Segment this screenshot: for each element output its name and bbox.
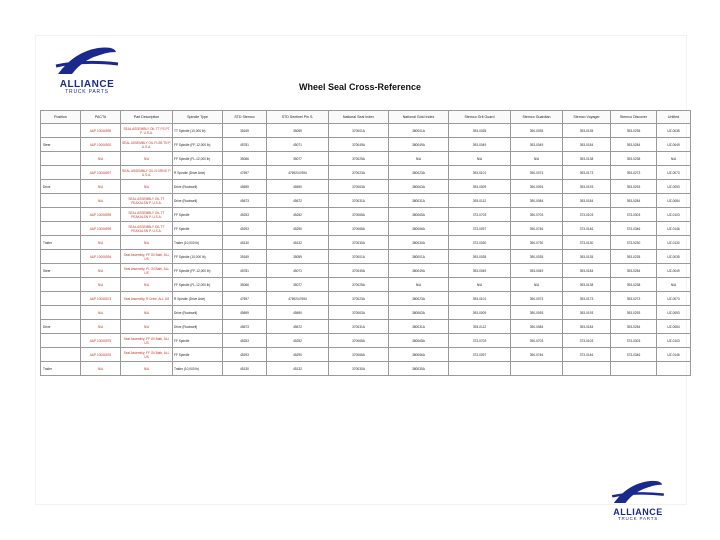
table-cell: 35066 (223, 278, 267, 292)
table-cell: 393-0273 (611, 292, 657, 306)
table-cell: 380001A (389, 124, 449, 138)
table-cell: 380066A (389, 348, 449, 362)
table-row (41, 320, 691, 334)
table-row (41, 138, 691, 152)
table-cell: 393-0184 (563, 264, 611, 278)
table-cell: SEAL ASSEMBLY OIL N DRIVE P. U.S.A. (121, 166, 173, 180)
table-cell: 370023A (329, 166, 389, 180)
table-cell: N/A (121, 278, 173, 292)
table-cell: FF Spindle (173, 222, 223, 236)
table-cell: 373-0030 (449, 236, 511, 250)
logo-sub-text: TRUCK PARTS (617, 516, 659, 521)
table-row (41, 334, 691, 348)
table-cell: 393-0112 (449, 320, 511, 334)
table-cell: 393-0284 (611, 320, 657, 334)
table-cell: 393-0049 (449, 138, 511, 152)
table-cell: FF Spindle (173, 348, 223, 362)
table-cell: 35169 (223, 250, 267, 264)
column-header: National Seal Index (329, 111, 389, 124)
table-cell: UZ-0073 (657, 166, 691, 180)
table-row (41, 208, 691, 222)
table-cell (41, 194, 81, 208)
table-header-row (41, 111, 691, 124)
table-cell: 373-0303 (611, 334, 657, 348)
table-cell: 370065A (329, 208, 389, 222)
table-row (41, 180, 691, 194)
table-cell: N/A (121, 306, 173, 320)
table-cell: R Spindle (Drive Axle) (173, 292, 223, 306)
table-row (41, 124, 691, 138)
table-cell: 45130 (223, 362, 267, 376)
table-cell: FF Spindle (FF-12,000 lb) (173, 264, 223, 278)
table-cell: 373-0346 (611, 222, 657, 236)
table-cell: 380065A (389, 208, 449, 222)
table-cell: TT Spindle (10,000 lb) (173, 124, 223, 138)
alliance-logo-bottom (608, 478, 668, 522)
table-cell: N/A (81, 236, 121, 250)
table-cell: 390-0730 (511, 236, 563, 250)
column-header: STD Sentinel Pin S. (267, 111, 329, 124)
table-cell: 45781 (223, 264, 267, 278)
table-cell: UZ-0084 (657, 320, 691, 334)
table-cell: 47692/47694 (267, 292, 329, 306)
table-cell: 47697 (223, 292, 267, 306)
table-cell: UZ-0035 (657, 250, 691, 264)
table-cell: 45071 (267, 138, 329, 152)
table-cell: N/A (121, 320, 173, 334)
table-cell: 390-0093 (511, 180, 563, 194)
table-cell: 390-0703 (511, 208, 563, 222)
table-cell: 45673 (223, 320, 267, 334)
column-header: Spindle Type (173, 111, 223, 124)
table-cell: 45290 (267, 222, 329, 236)
table-cell: SEAL ASSEMBLY OIL TT PEAKALSN P. U.S.A. (121, 222, 173, 236)
table-cell: 35059 (267, 124, 329, 138)
table-cell: 45252 (267, 208, 329, 222)
table-cell: 393-0284 (611, 194, 657, 208)
table-cell: 45253 (223, 208, 267, 222)
table-cell: N/A (81, 194, 121, 208)
table-cell: 393-0238 (611, 278, 657, 292)
table-cell: 373-0703 (449, 334, 511, 348)
table-cell: A&P 10006573 (81, 292, 121, 306)
logo-brand-text: ALLIANCE (59, 79, 115, 90)
table-cell: Seal Assembly, FF Oil Bath, ALL US (121, 250, 173, 264)
table-cell: 393-0235 (611, 250, 657, 264)
table-cell: 380063A (389, 306, 449, 320)
column-header: Stemco Grit Guard (449, 111, 511, 124)
table-cell: 35077 (267, 152, 329, 166)
column-header: Unified (657, 111, 691, 124)
table-cell: 393-0238 (611, 152, 657, 166)
table-cell: 47697 (223, 166, 267, 180)
table-cell: 380001A (389, 250, 449, 264)
table-cell: UZ-0093 (657, 306, 691, 320)
table-cell: Trailer (10,000 lb) (173, 362, 223, 376)
table-cell: A&P 10006594 (81, 250, 121, 264)
table-cell: 373-0103 (563, 334, 611, 348)
table-cell: 370066A (329, 348, 389, 362)
table-cell: N/A (389, 278, 449, 292)
table-cell: 393-0101 (449, 166, 511, 180)
table-cell (41, 292, 81, 306)
table-cell: N/A (81, 306, 121, 320)
table-cell: 380065A (389, 334, 449, 348)
table-cell: UZ-0146 (657, 222, 691, 236)
table-cell (41, 124, 81, 138)
table-row (41, 250, 691, 264)
table-cell (41, 208, 81, 222)
table-cell: N/A (81, 320, 121, 334)
table-cell: 45781 (223, 138, 267, 152)
table-cell: 45690 (267, 180, 329, 194)
table-cell: 45290 (267, 348, 329, 362)
table-cell (41, 250, 81, 264)
logo-sub-text: TRUCK PARTS (65, 89, 109, 95)
table-cell: 45673 (223, 194, 267, 208)
table-cell: N/A (657, 278, 691, 292)
table-cell: 373-0146 (563, 348, 611, 362)
table-cell (41, 306, 81, 320)
logo-brand-text: ALLIANCE (613, 507, 663, 517)
table-cell: 45699 (223, 180, 267, 194)
table-cell: N/A (81, 278, 121, 292)
table-cell: Drive (41, 320, 81, 334)
table-cell: 370063A (329, 306, 389, 320)
table-cell: 373-0130 (563, 236, 611, 250)
table-cell: UZ-0049 (657, 264, 691, 278)
table-cell: 393-0049 (511, 264, 563, 278)
table-cell (449, 362, 511, 376)
table-cell: 370049A (329, 264, 389, 278)
table-cell: FF Spindle (FF-12,000 lb) (173, 138, 223, 152)
table-cell: 45672 (267, 194, 329, 208)
table-cell: N/A (121, 180, 173, 194)
table-cell: 45293 (223, 222, 267, 236)
table-row (41, 236, 691, 250)
table-cell: 373-0097 (449, 348, 511, 362)
table-cell (41, 152, 81, 166)
table-cell: 393-0138 (563, 152, 611, 166)
table-cell: 393-0035 (449, 250, 511, 264)
table-cell: SEAL ASSEMBLY OIL TT FS PT P. U.S.A. (121, 124, 173, 138)
table-cell: Seal Assembly, FL Oil Bath, ALL US (121, 264, 173, 278)
table-cell (41, 166, 81, 180)
table-cell: 390-0073 (511, 166, 563, 180)
table-cell: 370030A (329, 362, 389, 376)
table-cell: FF Spindle (173, 334, 223, 348)
column-header: Stemco Guardian (511, 111, 563, 124)
table-cell: N/A (81, 362, 121, 376)
table-cell: SEAL ASSEMBLY OIL TT PEAKALSN P. U.S.A. (121, 194, 173, 208)
table-cell: UZ-0093 (657, 180, 691, 194)
table-cell: N/A (121, 362, 173, 376)
table-cell: 35066 (223, 152, 267, 166)
table-cell: Drive (Rockwell) (173, 180, 223, 194)
table-row (41, 152, 691, 166)
table-cell: 380063A (389, 180, 449, 194)
table-cell: 45071 (267, 264, 329, 278)
table-cell: UZ-0103 (657, 208, 691, 222)
table-cell: 45253 (223, 334, 267, 348)
table-cell: UZ-0035 (657, 124, 691, 138)
table-cell: N/A (121, 236, 173, 250)
table-cell: 45690 (267, 306, 329, 320)
table-row (41, 348, 691, 362)
table-cell: 393-0173 (563, 166, 611, 180)
table-cell: Trailer (10,000 lb) (173, 236, 223, 250)
table-cell: 380023A (389, 292, 449, 306)
table-cell (611, 362, 657, 376)
table-cell: 380031A (389, 194, 449, 208)
table-cell: UZ-0049 (657, 138, 691, 152)
table-cell: Drive (41, 180, 81, 194)
table-cell: A&P 10006575 (81, 334, 121, 348)
table-cell: 393-0184 (563, 194, 611, 208)
table-cell: 35169 (223, 124, 267, 138)
table-cell: FF Spindle (FL-12,000 lb) (173, 278, 223, 292)
table-cell: Seal Assembly, FF Oil Bath, ALL US (121, 348, 173, 362)
table-cell: 35059 (267, 250, 329, 264)
table-cell (657, 362, 691, 376)
table-cell: Drive (Rockwell) (173, 320, 223, 334)
table-cell: 393-0049 (449, 264, 511, 278)
table-cell (511, 362, 563, 376)
table-cell: 373-0346 (611, 348, 657, 362)
table-cell: 45132 (267, 362, 329, 376)
table-cell: 390-0073 (511, 292, 563, 306)
table-cell: 380030A (389, 362, 449, 376)
column-header: Position (41, 111, 81, 124)
table-cell: 393-0293 (611, 180, 657, 194)
table-cell: 47692/47694 (267, 166, 329, 180)
table-cell: 45293 (223, 348, 267, 362)
table-cell: 370025A (329, 152, 389, 166)
table-cell: 393-0193 (563, 180, 611, 194)
table-cell (563, 362, 611, 376)
table-cell: 393-0009 (449, 180, 511, 194)
table-cell: FF Spindle (FL-12,000 lb) (173, 152, 223, 166)
table-cell: N/A (81, 180, 121, 194)
column-header: National Gold Index (389, 111, 449, 124)
table-cell: 370031A (329, 320, 389, 334)
table-cell: A&P 10006599 (81, 208, 121, 222)
table-row (41, 222, 691, 236)
table-cell: Trailer (41, 236, 81, 250)
table-cell: FF Spindle (10,000 lb) (173, 250, 223, 264)
table-cell: 393-0173 (563, 292, 611, 306)
table-cell: 45130 (223, 236, 267, 250)
table-cell: 370065A (329, 334, 389, 348)
table-cell: 370025A (329, 278, 389, 292)
table-cell: 380023A (389, 166, 449, 180)
table-cell: 393-0284 (611, 138, 657, 152)
table-cell: 380049A (389, 264, 449, 278)
table-cell: 373-0103 (563, 208, 611, 222)
table-cell: Trailer (41, 362, 81, 376)
table-cell: 370030A (329, 236, 389, 250)
column-header: Part Description (121, 111, 173, 124)
table-cell: FF Spindle (173, 208, 223, 222)
table-cell: 390-0093 (511, 306, 563, 320)
table-cell: 370001A (329, 124, 389, 138)
page-title: Wheel Seal Cross-Reference (298, 82, 422, 92)
column-header: PACT# (81, 111, 121, 124)
table-cell: Drive (Rockwell) (173, 306, 223, 320)
alliance-logo-top (52, 44, 122, 95)
table-cell: 393-0138 (563, 278, 611, 292)
table-row (41, 292, 691, 306)
table-cell: N/A (121, 152, 173, 166)
table-cell: 393-0284 (611, 264, 657, 278)
table-cell: 393-0135 (563, 124, 611, 138)
table-cell: 370031A (329, 194, 389, 208)
table-cell: 380030A (389, 236, 449, 250)
table-cell: UZ-0073 (657, 292, 691, 306)
table-cell: 380031A (389, 320, 449, 334)
table-row (41, 264, 691, 278)
table-cell: A&P 10006576 (81, 348, 121, 362)
table-cell: 370049A (329, 138, 389, 152)
table-cell: 373-0146 (563, 222, 611, 236)
column-header: Stemco Voyager (563, 111, 611, 124)
table-cell: N/A (511, 152, 563, 166)
column-header: Stemco Discover (611, 111, 657, 124)
table-cell: UZ-0084 (657, 194, 691, 208)
table-cell: N/A (657, 152, 691, 166)
table-cell: 45699 (223, 306, 267, 320)
table-cell: 393-0184 (563, 138, 611, 152)
table-cell (41, 348, 81, 362)
table-cell: 390-0746 (511, 222, 563, 236)
table-cell: N/A (449, 152, 511, 166)
table-row (41, 278, 691, 292)
table-cell: Steer (41, 264, 81, 278)
table-cell: 390-0084 (511, 320, 563, 334)
table-cell: 390-0084 (511, 194, 563, 208)
table-cell: Seal Assembly, R Drive, ALL US (121, 292, 173, 306)
column-header: STD Stemco (223, 111, 267, 124)
table-cell: 393-0035 (449, 124, 511, 138)
table-cell: 390-0035 (511, 250, 563, 264)
table-cell: N/A (449, 278, 511, 292)
cross-reference-table (40, 110, 691, 376)
table-row (41, 194, 691, 208)
table-cell: N/A (511, 278, 563, 292)
table-cell: Seal Assembly, FF Oil Bath, ALL US (121, 334, 173, 348)
table-cell: 373-0703 (449, 208, 511, 222)
table-cell: R Spindle (Drive Axle) (173, 166, 223, 180)
table-cell: 390-0035 (511, 124, 563, 138)
table-cell (41, 278, 81, 292)
table-cell: 380049A (389, 138, 449, 152)
table-row (41, 362, 691, 376)
table-row (41, 306, 691, 320)
table-cell: 45252 (267, 334, 329, 348)
table-cell: 373-0230 (611, 236, 657, 250)
alliance-a-logo-icon (54, 44, 120, 80)
table-cell: SEAL ASSEMBLY OIL FLSB TN P. U.S.A. (121, 138, 173, 152)
table-cell: 373-0097 (449, 222, 511, 236)
table-cell: N/A (81, 264, 121, 278)
table-cell (41, 222, 81, 236)
table-cell: 390-0703 (511, 334, 563, 348)
table-cell: 393-0293 (611, 306, 657, 320)
table-cell: 393-0009 (449, 306, 511, 320)
table-cell: 393-0135 (563, 250, 611, 264)
table-cell: 393-0184 (563, 320, 611, 334)
table-cell: 393-0235 (611, 124, 657, 138)
table-cell: A&P 10006597 (81, 166, 121, 180)
table-cell: SEAL ASSEMBLY OIL TT PEAKALSN P. U.S.A. (121, 208, 173, 222)
table-row (41, 166, 691, 180)
table-cell: 35077 (267, 278, 329, 292)
table-cell: 393-0273 (611, 166, 657, 180)
table-cell: UZ-0130 (657, 236, 691, 250)
table-cell: 370001A (329, 250, 389, 264)
table-cell: 390-0746 (511, 348, 563, 362)
table-cell: 393-0112 (449, 194, 511, 208)
table-cell: 393-0193 (563, 306, 611, 320)
table-cell (41, 334, 81, 348)
table-cell: Drive (Rockwell) (173, 194, 223, 208)
alliance-a-logo-icon (610, 478, 666, 508)
table-cell: 393-0101 (449, 292, 511, 306)
table-cell: UZ-0146 (657, 348, 691, 362)
table-cell: 393-0049 (511, 138, 563, 152)
table-cell: 373-0303 (611, 208, 657, 222)
table-cell: 45132 (267, 236, 329, 250)
table-cell: 380066A (389, 222, 449, 236)
table-cell: 370066A (329, 222, 389, 236)
table-cell: N/A (81, 152, 121, 166)
table-cell: A&P 10006599 (81, 222, 121, 236)
table-cell: Steer (41, 138, 81, 152)
table-cell: UZ-0103 (657, 334, 691, 348)
table-cell: A&P 10006595 (81, 124, 121, 138)
table-cell: N/A (389, 152, 449, 166)
table-cell: 370023A (329, 292, 389, 306)
table-cell: 45672 (267, 320, 329, 334)
table-cell: A&P 10006592 (81, 138, 121, 152)
table-cell: 370063A (329, 180, 389, 194)
